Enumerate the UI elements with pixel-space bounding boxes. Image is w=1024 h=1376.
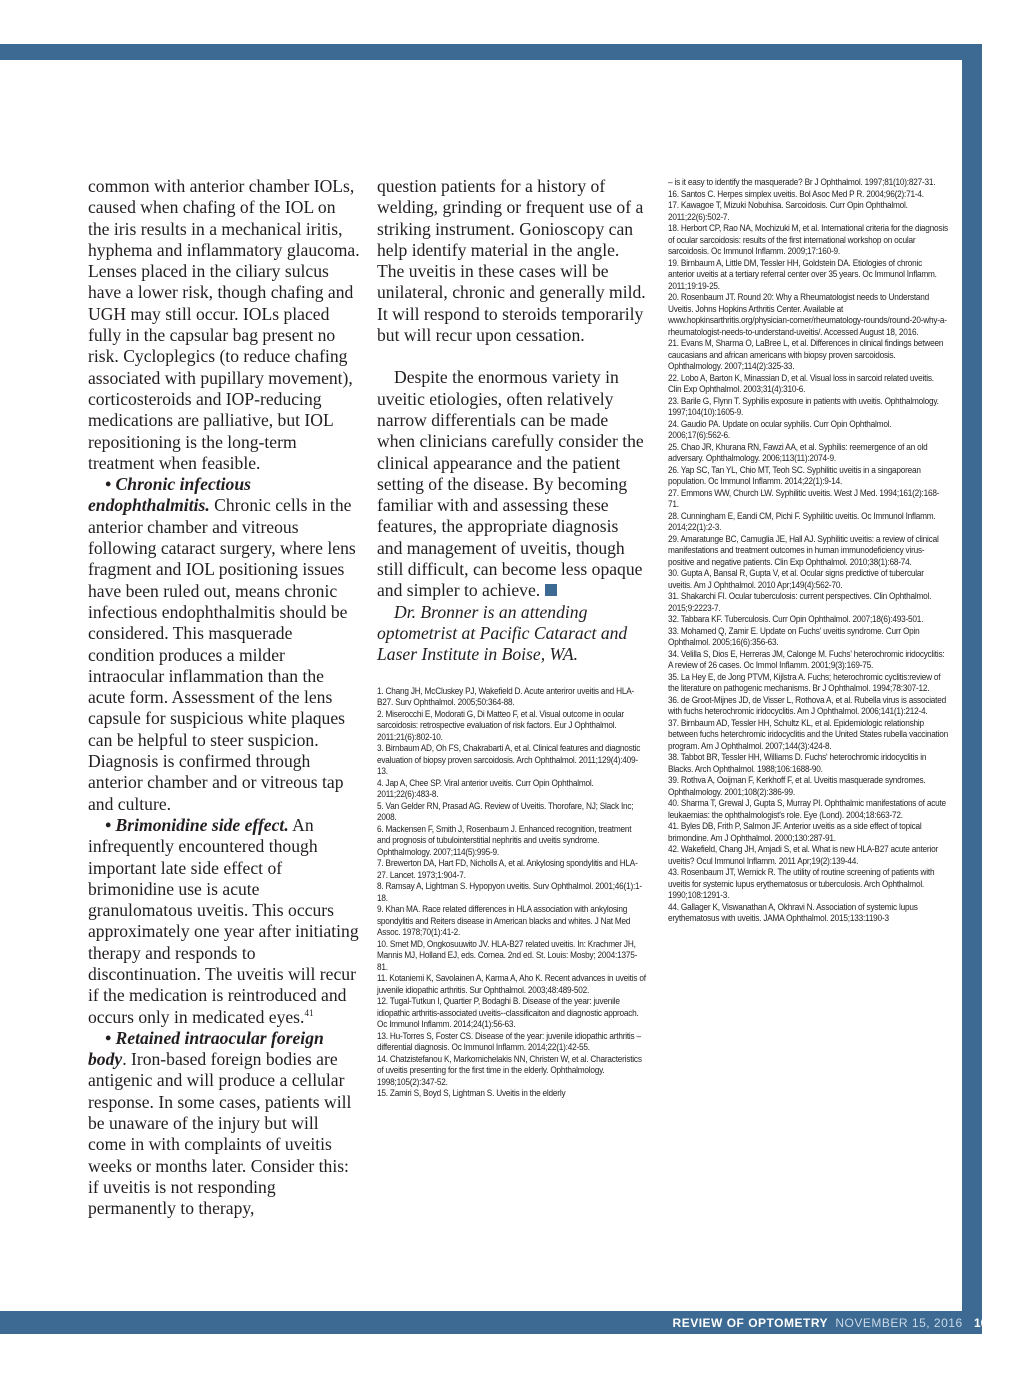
reference-item: 15. Zamiri S, Boyd S, Lightman S. Uveitis in the elderly xyxy=(377,1088,566,1100)
reference-item: 42. Wakefield, Chang JH, Amjadi S, et al. What is new HLA-B27 acute anterior uveitis? Ocul Immunol Inflamm. 2011 Apr;19(2):139-44. xyxy=(668,844,938,867)
reference-item: 30. Gupta A, Bansal R, Gupta V, et al. Ocular signs predictive of tubercular uveitis. Am J Ophthalmol. 2010 Apr;149(4):562-70. xyxy=(668,568,924,591)
reference-item: 19. Birnbaum A, Little DM, Tessler HH, Goldstein DA. Etiologies of chronic anterior uveitis at a tertiary referral center over 35 years. Oc Immunol Inflamm. 2011;19:19-25. xyxy=(668,257,937,292)
reference-item: 33. Mohamed Q, Zamir E. Update on Fuchs' uveitis syndrome. Curr Opin Ophthalmol. 2005;16(6):356-63. xyxy=(668,625,920,648)
reference-item: 3. Birnbaum AD, Oh FS, Chakrabarti A, et al. Clinical features and diagnostic evaluation of biopsy proven sarcoidosis. Arch Ophthalmol. 2011;129(4):409-13. xyxy=(377,743,641,778)
references-list-part-2 xyxy=(668,177,948,925)
subhead-chronic-endophthalmitis: • Chronic infectious endophthalmitis. xyxy=(88,474,251,516)
reference-item: 32. Tabbara KF. Tuberculosis. Curr Opin Ophthalmol. 2007;18(6):493-501. xyxy=(668,614,924,625)
subhead-foreign-body: • Retained intraocular foreign body xyxy=(88,1027,324,1070)
reference-item: 12. Tugal-Tutkun I, Quartier P, Bodaghi B. Disease of the year: juvenile idiopathic arthritis-associated uveitis--classificaiton and diagnostic approach. Oc Immunol Inflamm. 2014;24(1):56-63. xyxy=(377,996,639,1031)
references-list-part-1 xyxy=(377,686,646,1100)
reference-item: 20. Rosenbaum JT. Round 20: Why a Rheumatologist needs to Understand Uveitis. Johns Hopkins Arthritis Center. Available at www.hopkinsarthritis.org/physician-corner/rheumatology-rounds/round-20-why-a-rheumatologist-needs-to-understand-uveitis/. Accessed August 18, 2016. xyxy=(668,292,947,338)
reference-item: 7. Brewerton DA, Hart FD, Nicholls A, et al. Ankylosing spondylitis and HLA-27. Lancet. 1973;1:904-7. xyxy=(377,858,638,881)
references-column xyxy=(668,177,948,925)
page-frame-right xyxy=(962,44,982,1334)
reference-item: 31. Shakarchi FI. Ocular tuberculosis: current perspectives. Clin Ophthalmol. 2015;9:2223-7. xyxy=(668,591,932,614)
issue-date: NOVEMBER 15, 2016 xyxy=(835,1316,963,1330)
reference-item: – is it easy to identify the masquerade? Br J Ophthalmol. 1997;81(10):827-31. xyxy=(668,177,936,188)
reference-item: 39. Rothva A, Ooijman F, Kerkhoff F, et al. Uveitis masquerade syndromes. Ophthalmology. 2001;108(2):386-99. xyxy=(668,775,926,798)
paragraph-brimonidine: • Brimonidine side effect. An infrequently encountered though important late side effect of brimonidine use is acute granulomatous uveitis. This occurs approximately one year after initiating therapy and responds to discontinuation. The uveitis will recur if the medication is reintroduced and occurs only in medicated eyes.$^{41}$ xyxy=(88,814,359,1027)
reference-item: 14. Chatzistefanou K, Markomichelakis NN, Christen W, et al. Characteristics of uveitis presenting for the first time in the elderly. Ophthalmology. 1998;105(2):347-52. xyxy=(377,1053,642,1088)
reference-item: 18. Herbort CP, Rao NA, Mochizuki M, et al. International criteria for the diagnosis of ocular sarcoidosis: results of the first international workshop on ocular sarcoidosis. Oc Immunol Inflamm. 2009;17:160-9. xyxy=(668,223,948,257)
reference-item: 41. Byles DB, Frith P, Salmon JF. Anterior uveitis as a side effect of topical brimondine. Am J Ophthalmol. 2000;130:287-91. xyxy=(668,821,922,844)
reference-item: 8. Ramsay A, Lightman S. Hypopyon uveitis. Surv Ophthalmol. 2001;46(1):1-18. xyxy=(377,881,642,904)
reference-item: 23. Barile G, Flynn T. Syphilis exposure in patients with uveitis. Ophthalmology. 1997;104(10):1605-9. xyxy=(668,395,939,418)
reference-item: 36. de Groot-Mijnes JD, de Visser L, Rothova A, et al. Rubella virus is associated with fuchs heterochromic iridocyclitis. Am J Ophthalmol. 2006;141(1):212-4. xyxy=(668,694,947,717)
page-frame-top xyxy=(0,44,982,60)
reference-item: 37. Birnbaum AD, Tessler HH, Schultz KL, et al. Epidemiologic relationship between fuchs heterchromic iridocyclitis and the United States rubella vaccination program. Am J Ophthalmol. 2007;144(3):424-8. xyxy=(668,717,949,752)
reference-item: 22. Lobo A, Barton K, Minassian D, et al. Visual loss in sarcoid related uveitis. Clin Exp Ophthalmol. 2003;31(4):310-6. xyxy=(668,372,934,395)
reference-item: 11. Kotaniemi K, Savolainen A, Karma A, Aho K. Recent advances in uveitis of juvenile idiopathic arthritis. Sur Ophthalmol. 2003;48:489-502. xyxy=(377,973,646,996)
paragraph-iol-chafing: common with anterior chamber IOLs, caused when chafing of the IOL on the iris results in a mechanical iritis, hyphema and inflammatory glaucoma. Lenses placed in the ciliary sulcus have a lower risk, though chafing and UGH may still occur. IOLs placed fully in the capsular bag present no risk. Cycloplegics (to reduce chafing associated with pupillary movement), corticosteroids and IOP-reducing medications are palliative, but IOL repositioning is the long-term treatment when feasible. xyxy=(88,176,360,473)
paragraph-chronic-endophthalmitis: • Chronic infectious endophthalmitis. Chronic cells in the anterior chamber and vitreous following cataract surgery, where lens fragment and IOL positioning issues have been ruled out, means chronic infectious endophthalmitis should be considered. This masquerade condition produces a milder intraocular inflammation than the acute form. Assessment of the lens capsule for suspicious white plaques can be helpful to steer suspicion. Diagnosis is confirmed through anterior chamber and or vitreous tap and culture. xyxy=(88,474,356,814)
paragraph-conclusion: Despite the enormous variety in uveitic etiologies, often relatively narrow differentials can be made when clinicians carefully consider the clinical appearance and the patient setting of the disease. By becoming familiar with and assessing these features, the appropriate diagnosis and management of uveitis, though still difficult, can become less opaque and simpler to achieve. xyxy=(377,367,644,601)
reference-item: 6. Mackensen F, Smith J, Rosenbaum J. Enhanced recognition, treatment and prognosis of tubulointerstitial nephritis and uveitis syndrome. Ophthalmology. 2007;114(5):995-9. xyxy=(377,823,632,858)
reference-item: 43. Rosenbaum JT, Wernick R. The utility of routine screening of patients with uveitis for systemic lupus erythematosus or tuberculosis. Arch Ophthalmol. 1990;108:1291-3. xyxy=(668,867,935,901)
reference-item: 4. Jap A, Chee SP. Viral anterior uveitis. Curr Opin Ophthalmol. 2011;22(6):483-8. xyxy=(377,777,594,801)
reference-item: 25. Chao JR, Khurana RN, Fawzi AA, et al. Syphilis: reemergence of an old adversary. Ophthalmology. 2006;113(11):2074-9. xyxy=(668,441,928,464)
paragraph-foreign-body: • Retained intraocular foreign body. Iron-based foreign bodies are antigenic and will produce a cellular response. In some cases, patients will be unaware of the injury but will come in with complaints of uveitis weeks or months later. Consider this: if uveitis is not responding permanently to therapy, xyxy=(88,1027,352,1219)
reference-item: 1. Chang JH, McCluskey PJ, Wakefield D. Acute anteriror uveitis and HLA-B27. Surv Ophthalmol. 2005;50:364-88. xyxy=(377,685,635,709)
page-number: 105 xyxy=(973,1316,994,1330)
article-column-2 xyxy=(377,176,647,1100)
reference-item: 17. Kawagoe T, Mizuki Nobuhisa. Sarcoidosis. Curr Opin Ophthalmol. 2011;22(6):502-7. xyxy=(668,200,908,223)
reference-item: 2. Miserocchi E, Modorati G, Di Matteo F, et al. Visual outcome in ocular sarcoidosis: retrospective evaluation of risk factors. Eur J Ophthalmol. 2011;21(6):802-10. xyxy=(377,708,624,743)
reference-item: 9. Khan MA. Race related differences in HLA association with ankylosing spondylitis and Reiters disease in American blacks and whites. J Nat Med Assoc. 1978;70(1):41-2. xyxy=(377,904,631,939)
reference-item: 29. Amaratunge BC, Camuglia JE, Hall AJ. Syphilitic uveitis: a review of clinical manifestations and treatment outcomes in human immunodeficiency virus-positive and negative patients. Clin Exp Ophthalmol. 2010;38(1):68-74. xyxy=(668,533,939,568)
reference-item: 34. Velilla S, Dios E, Herreras JM, Calonge M. Fuchs' heterochromic iridocyclitis: A review of 26 cases. Oc Immol Inflamm. 2001;9(3):169-75. xyxy=(668,648,945,671)
reference-item: 24. Gaudio PA. Update on ocular syphilis. Curr Opin Ophthalmol. 2006;17(6):562-6. xyxy=(668,418,892,441)
reference-item: 5. Van Gelder RN, Prasad AG. Review of Uveitis. Thorofare, NJ; Slack Inc; 2008. xyxy=(377,800,634,824)
citation-superscript: 41 xyxy=(304,1007,314,1018)
reference-item: 27. Emmons WW, Church LW. Syphilitic uveitis. West J Med. 1994;161(2):168-71. xyxy=(668,487,940,510)
reference-item: 16. Santos C. Herpes simplex uveitis. Bol Asoc Med P R. 2004;96(2):71-4. xyxy=(668,188,924,200)
author-bio: Dr. Bronner is an attending optometrist at Pacific Cataract and Laser Institute in Boise, WA. xyxy=(377,601,628,665)
paragraph-foreign-body-continued: question patients for a history of welding, grinding or frequent use of a striking instrument. Gonioscopy can help identify material in the angle. The uveitis in these cases will be unilateral, chronic and generally mild. It will respond to steroids temporarily but will recur upon cessation. xyxy=(377,176,646,346)
reference-item: 21. Evans M, Sharma O, LaBree L, et al. Differences in clinical findings between caucasians and african americans with biopsy proven sarcoidosis. Ophthalmology. 2007;114(2):325-33. xyxy=(668,338,944,372)
reference-item: 40. Sharma T, Grewal J, Gupta S, Murray PI. Ophthalmic manifestations of acute leukaemias: the ophthalmologist's role. Eye (Lond). 2004;18:663-72. xyxy=(668,798,946,821)
reference-item: 10. Smet MD, Ongkosuuwito JV. HLA-B27 related uveitis. In: Krachmer JH, Mannis MJ, Holland EJ, eds. Cornea. 2nd ed. St. Louis: Mosby; 2004:1375-81. xyxy=(377,938,638,973)
magazine-name: REVIEW OF OPTOMETRY xyxy=(672,1316,829,1330)
reference-item: 28. Cunningham E, Eandi CM, Pichi F. Syphilitic uveitis. Oc Immunol Inflamm. 2014;22(1):2-3. xyxy=(668,510,936,533)
reference-item: 44. Gallager K, Viswanathan A, Okhravi N. Association of systemic lupus erythematosus with uveitis. JAMA Ophthalmol. 2015;133:1190-3 xyxy=(668,901,918,924)
reference-item: 26. Yap SC, Tan YL, Chio MT, Teoh SC. Syphilitic uveitis in a singaporean population. Oc Immunol Inflamm. 2014;22(1):9-14. xyxy=(668,464,921,487)
reference-item: 35. La Hey E, de Jong PTVM, Kijlstra A. Fuchs; heterochromic cyclitis:review of the literature on pathogenic mechanisms. Br J Ophthalmol. 1994;78:307-12. xyxy=(668,671,941,694)
subhead-brimonidine: • Brimonidine side effect. xyxy=(105,814,289,835)
end-of-article-mark xyxy=(545,584,557,596)
page-footer xyxy=(673,1314,994,1332)
reference-item: 13. Hu-Torres S, Foster CS. Disease of the year: juvenile idiopathic arthritis – differential diagnosis. Oc Immunol Inflamm. 2014;22(1):42-55. xyxy=(377,1030,641,1054)
reference-item: 38. Tabbot BR, Tessler HH, Williams D. Fuchs' heterochromic iridocyclitis in Blacks. Arch Ophthalmol. 1988;106:1688-90. xyxy=(668,752,927,775)
article-column-1 xyxy=(88,176,360,1220)
